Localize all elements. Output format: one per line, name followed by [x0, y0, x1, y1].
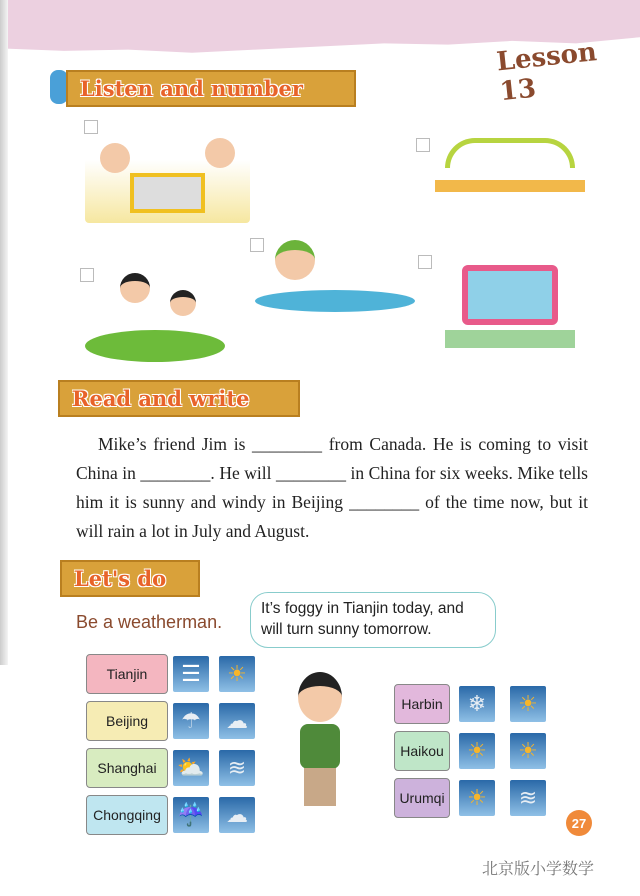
- city-card: Harbin: [394, 684, 450, 724]
- chessboard: [130, 173, 205, 213]
- seats: [445, 330, 575, 348]
- roof: [445, 138, 575, 168]
- chess-picture: [85, 118, 250, 223]
- windy-weather-icon: ≋: [219, 750, 255, 786]
- walking-picture: [85, 265, 225, 365]
- boy-figure: [120, 273, 150, 303]
- city-card: Tianjin: [86, 654, 168, 694]
- bookshelf: [435, 180, 585, 192]
- snowy-weather-icon: ❄: [459, 686, 495, 722]
- windy-weather-icon: ≋: [510, 780, 546, 816]
- number-checkbox[interactable]: [80, 268, 94, 282]
- cloudy-weather-icon: ☁: [219, 797, 255, 833]
- cinema-picture: [440, 245, 580, 350]
- head: [298, 672, 342, 722]
- swimmer: [275, 240, 315, 280]
- water: [255, 290, 415, 312]
- page-edge: [0, 0, 8, 665]
- boy-figure: [100, 143, 130, 173]
- number-checkbox[interactable]: [416, 138, 430, 152]
- city-card: Haikou: [394, 731, 450, 771]
- page-number: 27: [566, 810, 592, 836]
- library-picture: [420, 128, 600, 210]
- read-write-paragraph: Mike’s friend Jim is ________ from Canada. He is coming to visit China in ________. He will ________ in China for six weeks. Mike tells him it is sunny and windy in Beijing ________ of the time now, but it will rain a lot in July and August.: [76, 434, 588, 541]
- shirt: [300, 724, 340, 769]
- girl-figure: [170, 290, 196, 316]
- city-card: Beijing: [86, 701, 168, 741]
- number-checkbox[interactable]: [84, 120, 98, 134]
- section-read-heading: Read and write: [58, 380, 300, 417]
- do-subtitle: Be a weatherman.: [76, 612, 223, 632]
- section-listen-heading: Listen and number: [66, 70, 356, 107]
- sunny-weather-icon: ☀: [510, 686, 546, 722]
- heavy-rain-weather-icon: ☔: [173, 797, 209, 833]
- cloudy-weather-icon: ☁: [219, 703, 255, 739]
- sunny-weather-icon: ☀: [459, 780, 495, 816]
- sunny-weather-icon: ☀: [510, 733, 546, 769]
- screen: [462, 265, 558, 325]
- city-card: Urumqi: [394, 778, 450, 818]
- foggy-weather-icon: ☰: [173, 656, 209, 692]
- number-checkbox[interactable]: [418, 255, 432, 269]
- sunny-weather-icon: ☀: [219, 656, 255, 692]
- trousers: [304, 768, 336, 806]
- city-card: Shanghai: [86, 748, 168, 788]
- speech-bubble: It’s foggy in Tianjin today, and will turn sunny tomorrow.: [250, 592, 496, 648]
- swimming-picture: [255, 235, 415, 315]
- grass: [85, 330, 225, 362]
- number-checkbox[interactable]: [250, 238, 264, 252]
- lesson-title: Lesson 13: [495, 37, 599, 108]
- sunny-weather-icon: ☀: [459, 733, 495, 769]
- weatherman-boy: [280, 672, 360, 812]
- city-card: Chongqing: [86, 795, 168, 835]
- rainy-weather-icon: ☂: [173, 703, 209, 739]
- partly-cloudy-weather-icon: ⛅: [173, 750, 209, 786]
- watermark: 北京版小学数学: [482, 861, 595, 878]
- boy-figure: [205, 138, 235, 168]
- section-do-heading: Let's do: [60, 560, 200, 597]
